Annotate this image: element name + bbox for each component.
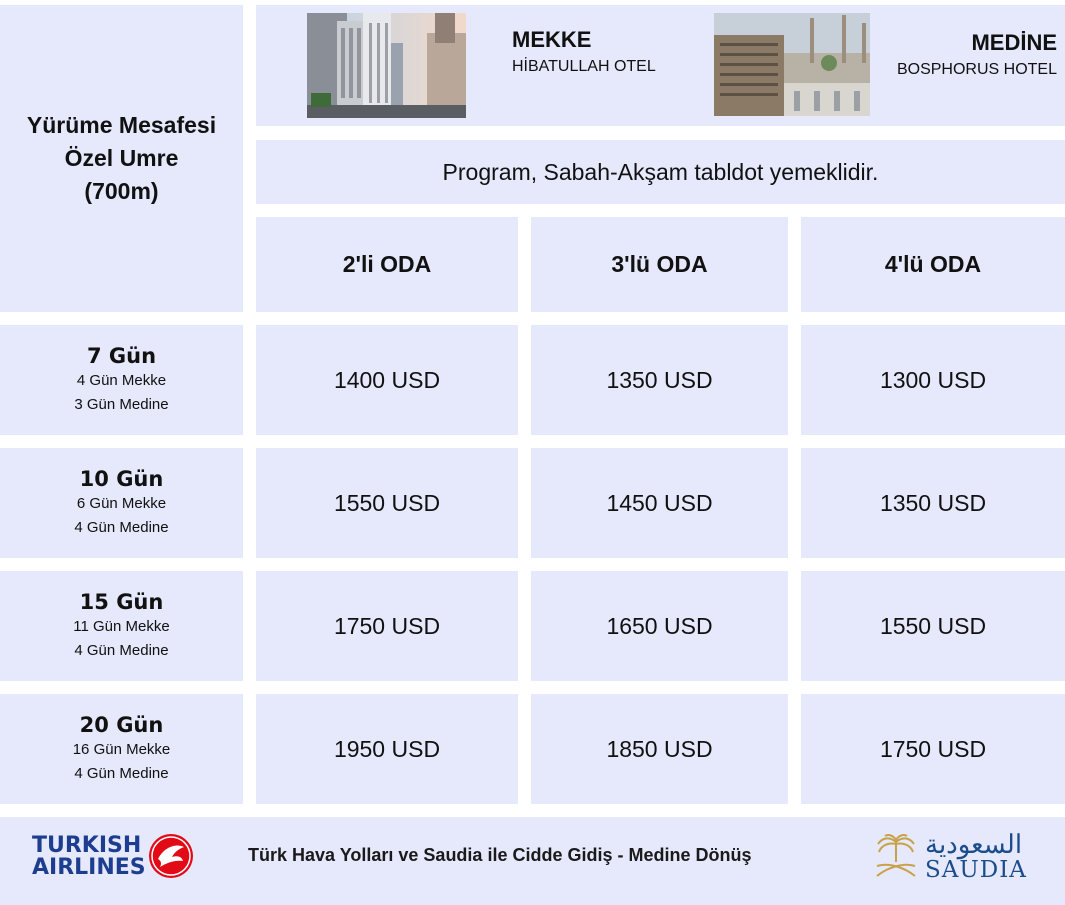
turkish-logo-line2: AIRLINES	[32, 855, 146, 880]
package-mekke-days: 11 Gün Mekke	[73, 618, 170, 635]
turkish-airlines-logo	[32, 835, 146, 879]
package-days: 20 Gün	[79, 713, 164, 737]
price-value: 1400 USD	[333, 366, 441, 393]
price-cell	[531, 325, 788, 435]
price-value: 1550 USD	[879, 612, 987, 639]
package-row-label	[0, 571, 243, 681]
price-cell	[256, 325, 518, 435]
price-cell	[801, 571, 1065, 681]
price-value: 1300 USD	[879, 366, 987, 393]
mekke-hotel-photo	[307, 13, 466, 118]
medine-title: MEDİNE	[971, 30, 1057, 55]
flight-info-text: Türk Hava Yolları ve Saudia ile Cidde Gidiş - Medine Dönüş	[248, 845, 752, 865]
package-medine-days: 4 Gün Medine	[74, 765, 169, 782]
title-line-1: Yürüme Mesafesi	[26, 112, 217, 138]
title-line-2: Özel Umre	[64, 145, 179, 171]
program-note	[256, 140, 1065, 204]
saudia-palm-swords-icon	[873, 832, 919, 885]
price-value: 1850 USD	[606, 735, 713, 762]
package-row-label	[0, 448, 243, 558]
room-header-label: 4'lü ODA	[884, 251, 982, 277]
package-medine-days: 3 Gün Medine	[74, 396, 169, 413]
package-mekke-days: 6 Gün Mekke	[76, 495, 167, 512]
price-value: 1950 USD	[333, 735, 441, 762]
price-cell	[531, 571, 788, 681]
medine-hotel-name: BOSPHORUS HOTEL	[896, 61, 1057, 78]
medine-hotel-photo	[714, 13, 870, 116]
mekke-title: MEKKE	[512, 27, 592, 52]
package-days: 7 Gün	[86, 344, 157, 368]
price-value: 1350 USD	[606, 366, 713, 393]
price-cell	[256, 448, 518, 558]
hotels-panel	[256, 5, 1065, 126]
price-value: 1650 USD	[606, 612, 713, 639]
price-cell	[256, 571, 518, 681]
price-value: 1350 USD	[879, 489, 987, 516]
room-header-4	[801, 217, 1065, 312]
price-value: 1550 USD	[333, 489, 441, 516]
program-note-text: Program, Sabah-Akşam tabldot yemeklidir.	[442, 158, 879, 185]
price-value: 1750 USD	[879, 735, 987, 762]
package-mekke-days: 16 Gün Mekke	[72, 741, 171, 758]
table-title-cell	[0, 5, 243, 312]
package-days: 15 Gün	[79, 590, 164, 614]
price-cell	[531, 448, 788, 558]
price-cell	[801, 448, 1065, 558]
saudia-arabic-logo: السعودية	[925, 829, 1023, 859]
room-header-label: 3'lü ODA	[611, 251, 708, 277]
price-cell	[801, 694, 1065, 804]
room-header-label: 2'li ODA	[342, 251, 432, 277]
price-value: 1450 USD	[606, 489, 713, 516]
price-cell	[801, 325, 1065, 435]
package-days: 10 Gün	[79, 467, 164, 491]
turkish-logo-line1: TURKISH	[32, 833, 142, 858]
package-row-label	[0, 694, 243, 804]
room-header-3	[531, 217, 788, 312]
price-value: 1750 USD	[333, 612, 441, 639]
package-medine-days: 4 Gün Medine	[74, 519, 169, 536]
price-cell	[531, 694, 788, 804]
package-medine-days: 4 Gün Medine	[74, 642, 169, 659]
package-mekke-days: 4 Gün Mekke	[76, 372, 167, 389]
title-line-3: (700m)	[84, 178, 159, 204]
saudia-latin-logo: SAUDIA	[925, 857, 1027, 883]
turkish-airlines-bird-icon	[148, 833, 194, 884]
package-row-label	[0, 325, 243, 435]
room-header-2	[256, 217, 518, 312]
price-cell	[256, 694, 518, 804]
mekke-hotel-name: HİBATULLAH OTEL	[512, 58, 656, 75]
